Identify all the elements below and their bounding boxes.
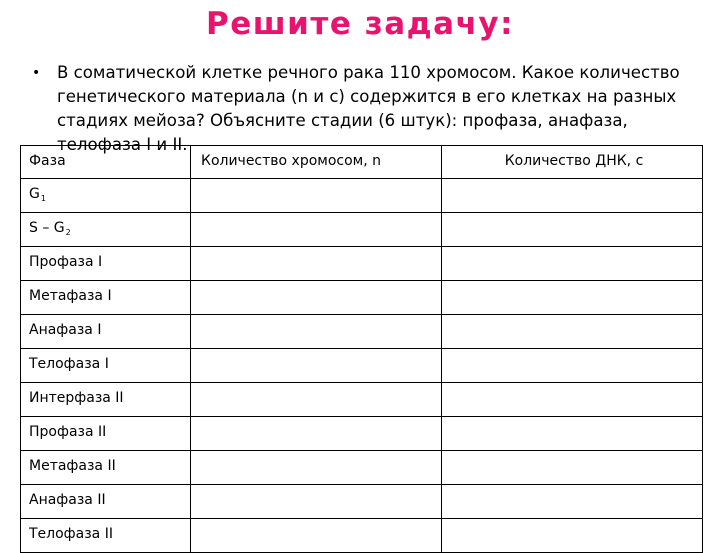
- chromosome-count-cell[interactable]: [191, 485, 442, 519]
- table-row: [21, 281, 703, 315]
- phase-cell: [21, 383, 191, 417]
- chromosome-count-cell[interactable]: [191, 417, 442, 451]
- chromosome-count-cell[interactable]: [191, 179, 442, 213]
- dna-amount-cell[interactable]: [442, 485, 703, 519]
- header-phase: Фаза: [21, 146, 191, 179]
- table-row: [21, 247, 703, 281]
- phase-cell: [21, 349, 191, 383]
- phase-label: Профаза II: [29, 424, 107, 440]
- chromosome-count-cell[interactable]: [191, 315, 442, 349]
- phase-cell: [21, 179, 191, 213]
- chromosome-count-cell[interactable]: [191, 383, 442, 417]
- dna-amount-cell[interactable]: [442, 519, 703, 553]
- phase-label: Анафаза II: [29, 492, 106, 508]
- table-row: [21, 519, 703, 553]
- phase-subscript: 2: [65, 228, 71, 237]
- phase-label: G: [29, 186, 40, 202]
- table-row: [21, 417, 703, 451]
- phase-label: Интерфаза II: [29, 390, 124, 406]
- table-row: [21, 451, 703, 485]
- phase-cell: [21, 247, 191, 281]
- table-row: [21, 179, 703, 213]
- table-row: [21, 213, 703, 247]
- phase-label: Телофаза II: [29, 526, 113, 542]
- phase-cell: [21, 417, 191, 451]
- dna-amount-cell[interactable]: [442, 281, 703, 315]
- chromosome-count-cell[interactable]: [191, 519, 442, 553]
- chromosome-count-cell[interactable]: [191, 349, 442, 383]
- dna-amount-cell[interactable]: [442, 349, 703, 383]
- table-row: [21, 349, 703, 383]
- table-row: [21, 315, 703, 349]
- task-text: В соматической клетке речного рака 110 хромосом. Какое количество генетического материала (n и c) содержится в его клетках на разных стадиях мейоза? Объясните стадии (6 штук): профаза, анафаза, телофаза I и II.: [57, 63, 680, 154]
- dna-amount-cell[interactable]: [442, 315, 703, 349]
- header-chromosomes: Количество хромосом, n: [191, 146, 442, 179]
- header-dna: Количество ДНК, с: [442, 146, 703, 179]
- dna-amount-cell[interactable]: [442, 213, 703, 247]
- phase-label: Профаза I: [29, 254, 103, 270]
- bullet-icon: •: [32, 65, 41, 81]
- table-row: [21, 383, 703, 417]
- phase-label: S – G: [29, 220, 65, 236]
- dna-amount-cell[interactable]: [442, 179, 703, 213]
- table-row: [21, 485, 703, 519]
- chromosome-count-cell[interactable]: [191, 451, 442, 485]
- phase-cell: [21, 519, 191, 553]
- chromosome-count-cell[interactable]: [191, 281, 442, 315]
- phase-subscript: 1: [40, 194, 46, 203]
- phase-cell: [21, 485, 191, 519]
- phase-cell: [21, 315, 191, 349]
- slide-title: Решите задачу:: [206, 6, 514, 42]
- table-header-row: [21, 146, 703, 179]
- dna-amount-cell[interactable]: [442, 383, 703, 417]
- phase-label: Анафаза I: [29, 322, 102, 338]
- phase-label: Метафаза I: [29, 288, 112, 304]
- phase-cell: [21, 451, 191, 485]
- meiosis-table: [20, 145, 703, 553]
- phase-cell: [21, 213, 191, 247]
- phase-label: Телофаза I: [29, 356, 109, 372]
- task-paragraph: [32, 61, 704, 157]
- phase-label: Метафаза II: [29, 458, 116, 474]
- dna-amount-cell[interactable]: [442, 451, 703, 485]
- phase-cell: [21, 281, 191, 315]
- dna-amount-cell[interactable]: [442, 417, 703, 451]
- chromosome-count-cell[interactable]: [191, 213, 442, 247]
- dna-amount-cell[interactable]: [442, 247, 703, 281]
- chromosome-count-cell[interactable]: [191, 247, 442, 281]
